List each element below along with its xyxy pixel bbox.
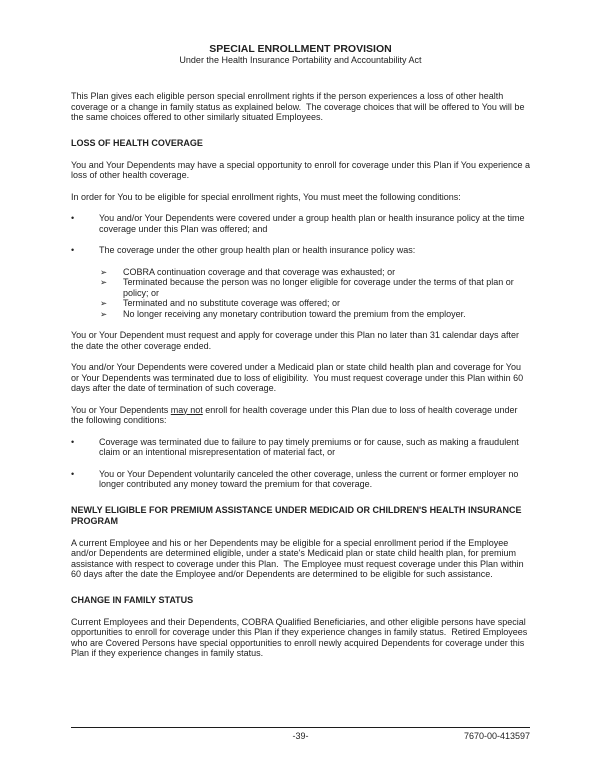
sub-bullet-item bbox=[100, 298, 530, 309]
sub-bullet-list bbox=[100, 267, 530, 320]
document-number: 7670-00-413597 bbox=[463, 731, 530, 741]
bullet-text: You and/or Your Dependents were covered under a group health plan or health insurance policy at the time coverage under this Plan was offered; and bbox=[99, 213, 527, 234]
footer-divider bbox=[71, 727, 530, 728]
paragraph-text: You or Your Dependents bbox=[71, 404, 171, 415]
underlined-phrase: may not bbox=[170, 404, 203, 415]
document-content bbox=[71, 0, 533, 670]
paragraph: In order for You to be eligible for special enrollment rights, You must meet the following conditions: bbox=[71, 191, 461, 202]
bullet-icon: • bbox=[71, 436, 75, 447]
title-block bbox=[71, 0, 530, 66]
page-subtitle: Under the Health Insurance Portability and Accountability Act bbox=[179, 55, 422, 65]
paragraph: Current Employees and their Dependents, COBRA Qualified Beneficiaries, and other eligible persons have special opportunities to enroll for coverage under this Plan if they experience changes in family status. Retired Employees who are Covered Persons have special opportunities to enroll newly acquired Dependents for coverage under this Plan if they experience changes in family status. bbox=[71, 616, 530, 658]
arrow-bullet-icon: ➢ bbox=[100, 266, 108, 277]
page-footer bbox=[71, 731, 530, 743]
bullet-item bbox=[71, 213, 530, 234]
paragraph-with-underline bbox=[71, 405, 530, 426]
section-heading-loss-of-health-coverage: LOSS OF HEALTH COVERAGE bbox=[71, 137, 203, 148]
sub-bullet-item bbox=[100, 309, 530, 320]
bullet-item bbox=[71, 245, 530, 256]
sub-bullet-item bbox=[100, 277, 530, 298]
sub-bullet-text: Terminated because the person was no longer eligible for coverage under the terms of that plan or policy; or bbox=[123, 277, 517, 298]
sub-bullet-text: Terminated and no substitute coverage was offered; or bbox=[123, 298, 340, 308]
intro-paragraph: This Plan gives each eligible person special enrollment rights if the person experiences a loss of other health coverage or a change in family status as explained below. The coverage choices that will be offered to You will be the same choices offered to other similarly situated Employees. bbox=[71, 91, 527, 122]
bullet-icon: • bbox=[71, 245, 75, 255]
bullet-icon: • bbox=[71, 468, 75, 479]
bullet-icon: • bbox=[71, 213, 75, 223]
section-heading-premium-assistance: NEWLY ELIGIBLE FOR PREMIUM ASSISTANCE UNDER MEDICAID OR CHILDREN'S HEALTH INSURANCE PROGRAM bbox=[71, 504, 522, 526]
bullet-text: Coverage was terminated due to failure to pay timely premiums or for cause, such as making a fraudulent claim or an intentional misrepresentation of material fact, or bbox=[99, 436, 522, 457]
page-number: -39- bbox=[292, 731, 309, 741]
paragraph: You and Your Dependents may have a special opportunity to enroll for coverage under this Plan if You experience a loss of other health coverage. bbox=[71, 159, 533, 180]
arrow-bullet-icon: ➢ bbox=[100, 308, 108, 319]
sub-bullet-item bbox=[100, 267, 530, 278]
paragraph: A current Employee and his or her Dependents may be eligible for a special enrollment period if the Employee and/or Dependents are determined eligible, under a state's Medicaid plan or state child health plan, for premium assistance with respect to coverage under this Plan. The Employee must request coverage under this Plan within 60 days after the date the Employee and/or Dependents are determined to be eligible for such assistance. bbox=[71, 537, 527, 579]
sub-bullet-text: COBRA continuation coverage and that coverage was exhausted; or bbox=[123, 266, 396, 277]
bullet-text: You or Your Dependent voluntarily canceled the other coverage, unless the current or former employer no longer contributed any money toward the premium for that coverage. bbox=[99, 468, 521, 489]
bullet-text: The coverage under the other group health plan or health insurance policy was: bbox=[99, 245, 416, 255]
section-heading-change-in-family-status: CHANGE IN FAMILY STATUS bbox=[71, 594, 194, 605]
paragraph-text: enroll for health coverage under this Plan due to loss of health coverage under the following conditions: bbox=[71, 404, 520, 425]
bullet-item bbox=[71, 437, 530, 458]
paragraph: You and/or Your Dependents were covered under a Medicaid plan or state child health plan and coverage for You or Your Dependents was terminated due to loss of eligibility. You must request coverage under this Plan within 60 days after the date of termination of such coverage. bbox=[71, 362, 526, 393]
page-title: SPECIAL ENROLLMENT PROVISION bbox=[209, 43, 392, 55]
bullet-item bbox=[71, 469, 530, 490]
arrow-bullet-icon: ➢ bbox=[100, 298, 108, 308]
sub-bullet-text: No longer receiving any monetary contribution toward the premium from the employer. bbox=[123, 308, 466, 319]
paragraph: You or Your Dependent must request and apply for coverage under this Plan no later than 31 calendar days after the date the other coverage ended. bbox=[71, 330, 522, 351]
arrow-bullet-icon: ➢ bbox=[100, 277, 108, 287]
